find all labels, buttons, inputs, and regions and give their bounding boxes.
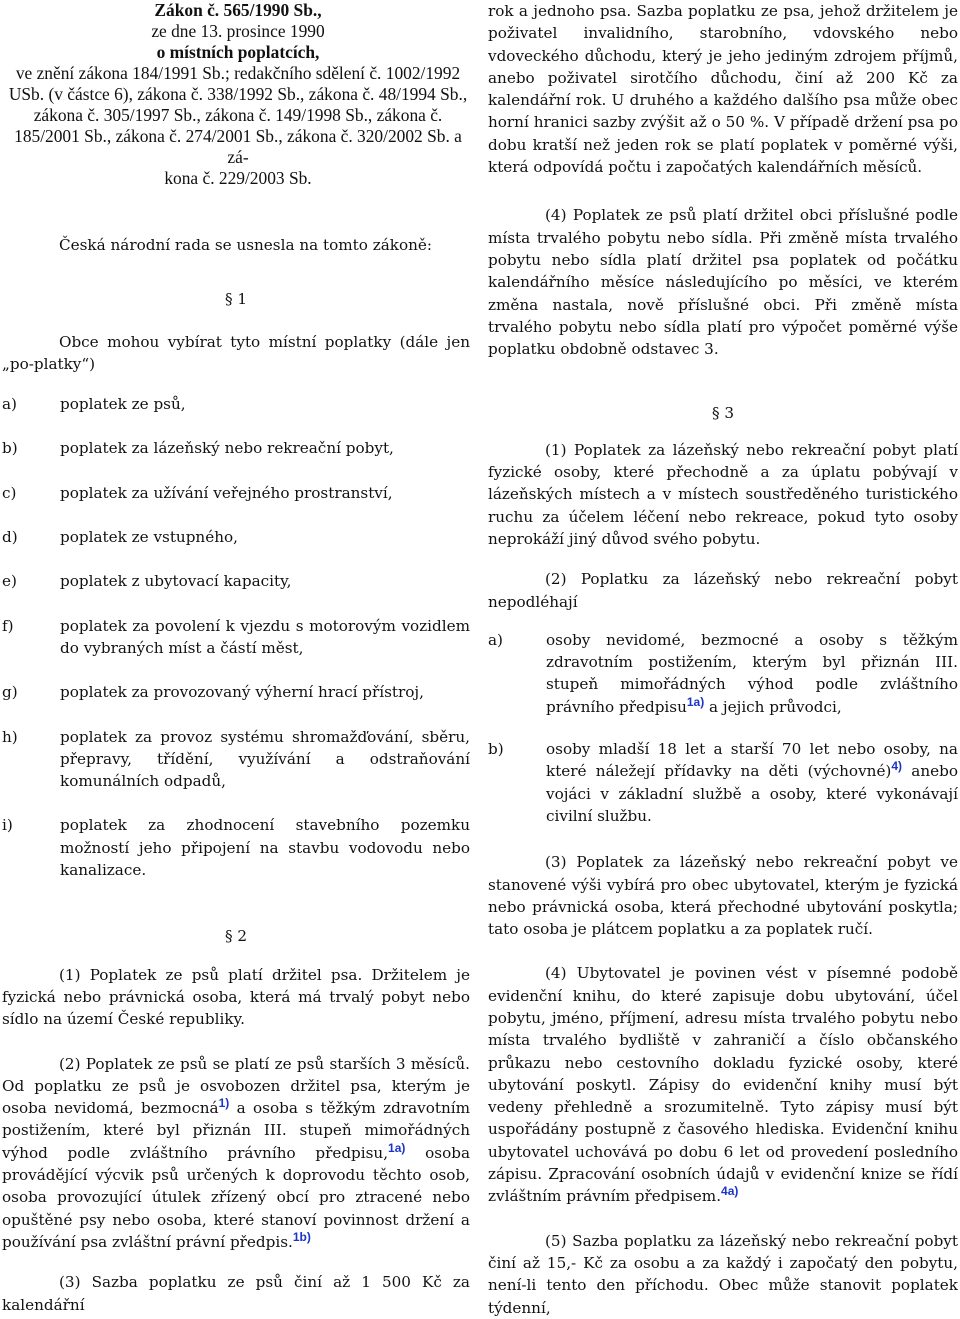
section-paragraph: (4) Poplatek ze psů platí držitel obci příslušné podle místa trvalého pobytu nebo sídla. Při změně místa trvalého pobytu nebo sídla platí držitel psa poplatek od počátku kalendářního měsíce následujícího po měsíci, ve kterém změna nastala, nově příslušné obci. Při změně místa trvalého pobytu nebo sídla platí pro výpočet poměrné výše poplatku obdobně odstavec 3.	[488, 206, 958, 359]
section-paragraph: (2) Poplatku za lázeňský nebo rekreační pobyt nepodléhají	[488, 570, 958, 611]
section-title: § 2	[224, 927, 248, 946]
list-item-text: poplatek ze vstupného,	[60, 528, 238, 547]
section-paragraph: (5) Sazba poplatku za lázeňský nebo rekreační pobyt činí až 15,- Kč za osobu a za každý i započatý den pobytu, není-li tento den příchodu. Obec může stanovit poplatek týdenní,	[488, 1231, 958, 1317]
section-paragraph: rok a jednoho psa. Sazba poplatku ze psa, jehož držitelem je poživatel invalidního, starobního, vdovského nebo vdoveckého důchodu, který je jeho jediným zdrojem příjmů, anebo poživatel sirotčího důchodu, činí až 200 Kč za kalendářní rok. U druhého a každého dalšího psa může obec horní hranici sazby zvýšit až o 50 %. V případě držení psa po dobu kratší než jeden rok se platí poplatek v poměrné výši, která odpovídá počtu i započatých kalendářních měsíců.	[488, 2, 958, 177]
list-item-text: poplatek za zhodnocení stavebního pozemku možností jeho připojení na stavbu vodovodu nebo kanalizace.	[60, 816, 470, 880]
list-item-text: poplatek z ubytovací kapacity,	[60, 572, 292, 591]
amendment-line: ve znění zákona 184/1991 Sb.; redakčního sdělení č. 1002/1992	[15, 63, 461, 83]
footnote-ref[interactable]: 1)	[218, 1096, 230, 1111]
section-paragraph: (1) Poplatek ze psů platí držitel psa. Držitelem je fyzická nebo právnická osoba, která má trvalý pobyt nebo sídlo na území České republiky.	[2, 965, 470, 1029]
intro-sentence: Česká národní rada se usnesla na tomto zákoně:	[59, 236, 432, 254]
list-item-label: d)	[2, 528, 18, 547]
list-item-text-part: anebo vojáci v základní službě a osoby, které vykonávají civilní službu.	[546, 762, 958, 825]
list-item-label: i)	[2, 816, 13, 835]
list-item-text	[546, 629, 958, 718]
footnote-ref[interactable]: 4)	[891, 759, 903, 774]
list-item	[2, 437, 470, 459]
section-title: § 1	[224, 290, 248, 309]
amendment-line: 185/2001 Sb., zákona č. 274/2001 Sb., zákona č. 320/2002 Sb. a zá-	[14, 126, 462, 167]
right-column	[488, 0, 958, 1319]
paragraph-text: (4) Ubytovatel je povinen vést v písemné podobě evidenční knihu, do které zapisuje dobu ubytování, účel pobytu, jméno, příjmení, adresu místa trvalého pobytu nebo místa trvalého bydliště v zahraničí a číslo občanského průkazu nebo cestovního dokladu fyzické osoby, které ubytování poskytl. Zápisy do evidenční knihy musí být vedeny přehledně a srozumitelně. Tyto zápisy musí být uspořádány postupně z časového hlediska. Evidenční knihu ubytovatel uchovává po dobu 6 let od provedení posledního zápisu. Zpracování osobních údajů v evidenční knize se řídí zvláštním právním předpisem.	[488, 964, 958, 1206]
list-item	[488, 629, 958, 718]
left-column	[2, 0, 470, 1316]
list-item	[2, 726, 470, 793]
footnote-ref[interactable]: 4a)	[721, 1184, 739, 1199]
list-item	[2, 526, 470, 548]
law-subject: o místních poplatcích,	[156, 42, 320, 62]
list-item	[488, 738, 958, 827]
list-item	[2, 615, 470, 660]
law-title: Zákon č. 565/1990 Sb.,	[154, 0, 322, 20]
footnote-ref[interactable]: 1a)	[686, 694, 705, 709]
list-item-label: c)	[2, 483, 17, 502]
list-item-text: poplatek za provoz systému shromažďování, sběru, přepravy, třídění, využívání a odstraňování komunálních odpadů,	[60, 727, 470, 791]
list-item-text-part: osoby mladší 18 let a starší 70 let nebo osoby, na které náležejí přídavky na děti (výchovné)	[546, 740, 958, 781]
list-item	[2, 570, 470, 592]
list-item	[2, 482, 470, 504]
law-date: ze dne 13. prosince 1990	[151, 21, 325, 41]
list-item-text-part: osoby nevidomé, bezmocné a osoby s těžkým zdravotním postižením, kterým byl přiznán III. stupeň mimořádných výhod podle zvláštního právního předpisu	[546, 630, 958, 716]
list-item-label: e)	[2, 572, 17, 591]
list-item-text: poplatek za povolení k vjezdu s motorovým vozidlem do vybraných míst a částí měst,	[60, 616, 470, 657]
document-header	[2, 0, 474, 189]
paragraph-text: osoba provádějící výcvik psů určených k doprovodu těchto osob, osoba provozující útulek zřízený obcí pro ztracené nebo opuštěné psy nebo osoba, které stanoví povinnost držení a používání psa zvláštní právní předpis.	[2, 1143, 470, 1251]
list-item-label: b)	[2, 439, 18, 458]
list-item-text: poplatek za lázeňský nebo rekreační pobyt,	[60, 439, 394, 458]
section-paragraph	[488, 962, 958, 1207]
section-paragraph: Obce mohou vybírat tyto místní poplatky (dále jen „po-platky“)	[2, 332, 470, 373]
list-item-text: poplatek za provozovaný výherní hrací přístroj,	[60, 683, 424, 702]
list-item	[2, 814, 470, 881]
paragraph-text: a osoba s těžkým zdravotním postižením, které byl přiznán III. stupeň mimořádných výhod podle zvláštního právního předpisu,	[2, 1099, 470, 1162]
section-paragraph: (3) Poplatek za lázeňský nebo rekreační pobyt ve stanovené výši vybírá pro obec ubytovatel, kterým je fyzická nebo právnická osoba, která přechodné ubytování poskytla; tato osoba je plátcem poplatku a za poplatek ručí.	[488, 853, 958, 939]
section-paragraph: (3) Sazba poplatku ze psů činí až 1 500 Kč za kalendářní	[2, 1273, 470, 1314]
amendment-line: USb. (v částce 6), zákona č. 338/1992 Sb., zákona č. 48/1994 Sb.,	[8, 84, 468, 104]
section-paragraph	[2, 1053, 470, 1254]
amendment-line: zákona č. 305/1997 Sb., zákona č. 149/1998 Sb., zákona č.	[33, 105, 443, 125]
list-item-label: a)	[2, 395, 17, 414]
list-item-label: a)	[488, 630, 503, 649]
section-title: § 3	[711, 404, 735, 423]
list-item-text-part: a jejich průvodci,	[704, 697, 842, 716]
footnote-ref[interactable]: 1b)	[292, 1229, 311, 1244]
section-paragraph: (1) Poplatek za lázeňský nebo rekreační pobyt platí fyzické osoby, které přechodně a za úplatu pobývají v lázeňských místech a v místech soustředěného turistického ruchu za účelem léčení nebo rekreace, pokud tyto osoby neprokáží jiný důvod svého pobytu.	[488, 440, 958, 548]
footnote-ref[interactable]: 1a)	[388, 1140, 406, 1155]
list-item-label: g)	[2, 683, 18, 702]
list-item-text	[546, 738, 958, 827]
list-item	[2, 681, 470, 703]
list-item-label: h)	[2, 727, 18, 746]
list-item	[2, 393, 470, 415]
amendment-line: kona č. 229/2003 Sb.	[164, 168, 312, 188]
list-item-text: poplatek ze psů,	[60, 395, 186, 414]
paragraph-text: (2) Poplatek ze psů se platí ze psů starších 3 měsíců. Od poplatku ze psů je osvobozen držitel psa, kterým je osoba nevidomá, bezmocná	[2, 1054, 470, 1118]
list-item-label: b)	[488, 740, 504, 759]
list-item-label: f)	[2, 616, 14, 635]
list-item-text: poplatek za užívání veřejného prostranství,	[60, 483, 393, 502]
